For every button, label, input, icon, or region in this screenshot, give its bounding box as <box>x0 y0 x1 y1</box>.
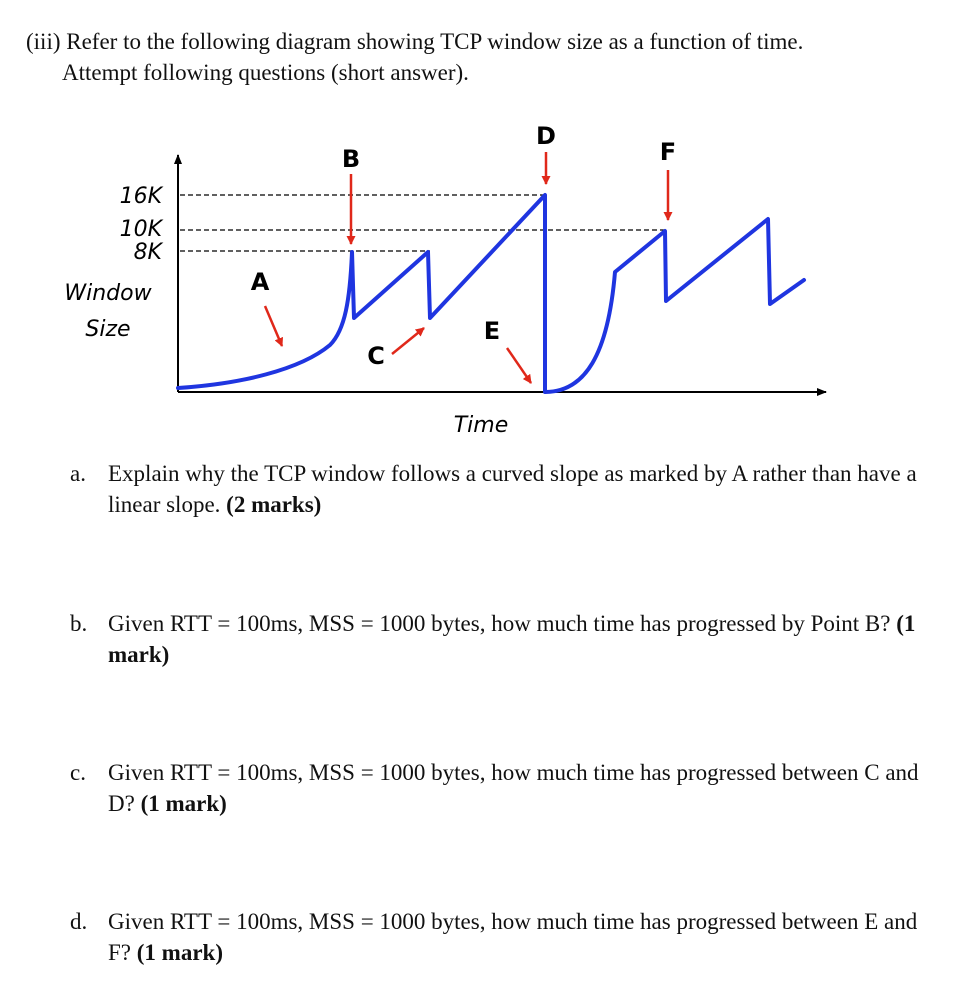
x-axis-label: Time <box>453 413 509 438</box>
question-d-text: Given RTT = 100ms, MSS = 1000 bytes, how much time has progressed between E and F? <box>108 909 918 965</box>
question-d <box>70 906 920 968</box>
label-a: A <box>250 268 270 296</box>
arrow-c <box>392 328 424 354</box>
question-b <box>70 608 920 670</box>
question-c-marks: (1 mark) <box>140 791 227 816</box>
question-a-marks: (2 marks) <box>226 492 322 517</box>
label-b: B <box>341 145 361 173</box>
label-e: E <box>483 317 501 345</box>
question-a-letter: a. <box>70 461 86 486</box>
y-axis-label-word: Window <box>64 281 152 306</box>
y-tick-10k: 10K <box>119 217 162 242</box>
question-c-letter: c. <box>70 760 86 785</box>
question-b-letter: b. <box>70 611 88 636</box>
label-f: F <box>659 138 677 166</box>
arrow-a <box>265 306 282 346</box>
arrow-e <box>507 348 531 383</box>
y-axis-label <box>64 281 152 342</box>
y-tick-16k: 16K <box>119 184 162 209</box>
question-c-text: Given RTT = 100ms, MSS = 1000 bytes, how much time has progressed between C and D? <box>108 760 919 816</box>
label-d: D <box>536 122 556 150</box>
label-c: C <box>367 342 385 370</box>
intro-line-1: (iii) Refer to the following diagram showing TCP window size as a function of time. <box>26 29 804 54</box>
question-d-letter: d. <box>70 909 88 934</box>
y-axis-label-word: Size <box>85 317 131 342</box>
question-a-text: Explain why the TCP window follows a curved slope as marked by A rather than have a linear slope. <box>108 461 917 517</box>
question-c <box>70 757 920 819</box>
intro-line-2: Attempt following questions (short answer). <box>62 60 469 85</box>
question-a <box>70 458 920 520</box>
question-d-marks: (1 mark) <box>136 940 223 965</box>
window-size-line <box>178 195 804 392</box>
question-b-text: Given RTT = 100ms, MSS = 1000 bytes, how much time has progressed by Point B? <box>108 611 891 636</box>
y-tick-8k: 8K <box>133 240 162 265</box>
tcp-window-diagram <box>0 0 960 450</box>
question-b-marks: (1 mark) <box>108 611 916 667</box>
